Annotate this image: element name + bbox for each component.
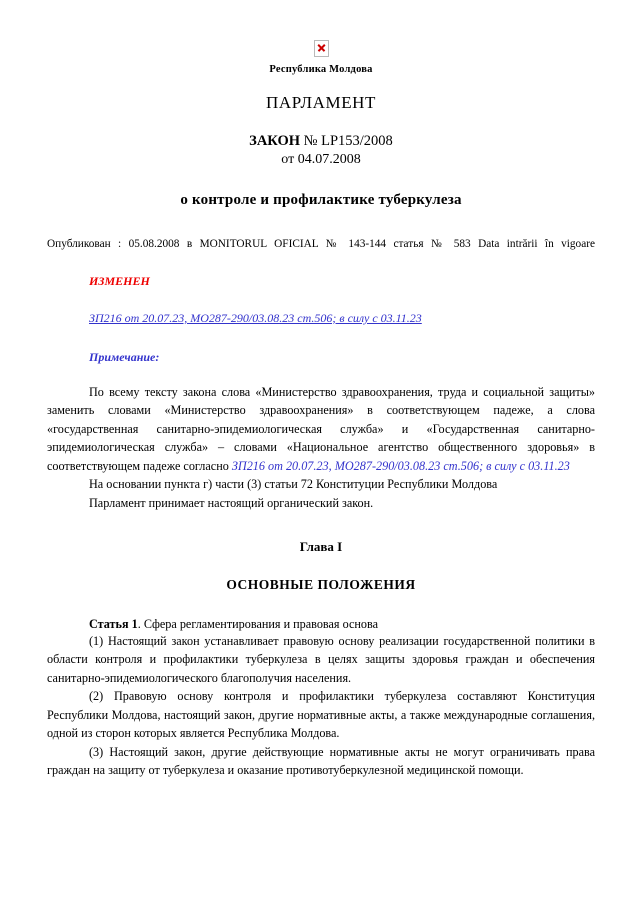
note-text: По всему тексту закона слова «Министерство здравоохранения, труда и социальной защиты» заменить словами «Министерство здравоохранения» в соответствующем падеже, а слова «государственная санитарно-эпидемиологическая служба» и «Государственная санитарно-эпидемиологическая служба» – словами «Национальное агентство общественного здоровья» в соответствующем падеже согласно <box>47 384 595 473</box>
article-paragraph-2: (2) Правовую основу контроля и профилактики туберкулеза составляют Конституция Республики Молдова, настоящий закон, другие нормативные акты, а также международные соглашения, одной из сторон которых является Республика Молдова. <box>47 689 595 741</box>
note-label: Примечание: <box>89 349 160 364</box>
preamble-adoption: Парламент принимает настоящий органический закон. <box>89 495 374 510</box>
chapter-title: ОСНОВНЫЕ ПОЛОЖЕНИЯ <box>226 576 416 592</box>
page-title: о контроле и профилактике туберкулеза <box>180 192 462 208</box>
parliament-heading: ПАРЛАМЕНТ <box>265 93 377 112</box>
law-label: ЗАКОН <box>249 133 301 149</box>
amendment-link[interactable]: ЗП216 от 20.07.23, МО287-290/03.08.23 ст.506; в силу с 03.11.23 <box>89 310 422 325</box>
note-inline-reference: ЗП216 от 20.07.23, МО287-290/03.08.23 ст.506; в силу с 03.11.23 <box>231 458 570 473</box>
article-paragraph-3: (3) Настоящий закон, другие действующие нормативные акты не могут ограничивать права граждан на защиту от туберкулеза и оказание противотуберкулезной медицинской помощи. <box>47 744 595 778</box>
article-label: Статья 1 <box>89 616 138 631</box>
article-heading-rest: . Сфера регламентирования и правовая основа <box>137 616 379 631</box>
note-paragraph <box>47 383 595 476</box>
preamble-basis: На основании пункта г) части (3) статьи 72 Конституции Республики Молдова <box>89 477 498 492</box>
broken-image-icon <box>314 40 329 57</box>
article-heading <box>47 617 595 632</box>
law-number-line <box>47 133 595 150</box>
masthead <box>47 40 595 209</box>
publication-line: Опубликован : 05.08.2008 в MONITORUL OFICIAL № 143-144 статья № 583 Data intrării în vigoare <box>47 238 595 250</box>
law-date: от 04.07.2008 <box>281 152 361 167</box>
republic-subtitle: Республика Молдова <box>269 64 373 75</box>
status-badge-amended: ИЗМЕНЕН <box>89 273 150 288</box>
law-number: № LP153/2008 <box>303 133 393 149</box>
chapter-number: Глава I <box>299 538 343 554</box>
article-paragraph-1: (1) Настоящий закон устанавливает правовую основу реализации государственной политики в области контроля и профилактики туберкулеза в целях защиты здоровья граждан и обеспечения санитарно-эпидемиологического благополучия населения. <box>47 633 595 685</box>
